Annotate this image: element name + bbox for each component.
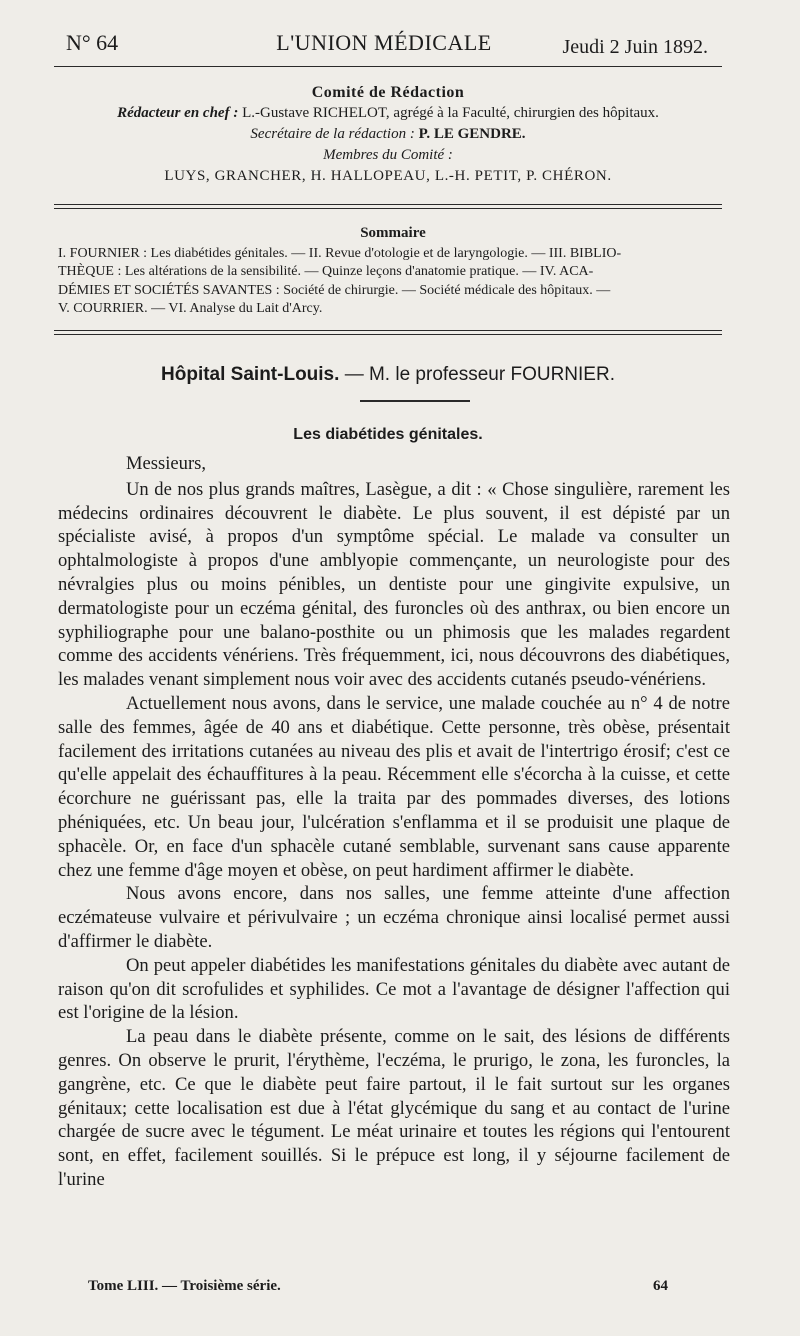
lecture-title: Les diabétides génitales. <box>293 426 483 443</box>
article-body <box>58 452 730 1192</box>
chief-editor-label: Rédacteur en chef : <box>117 105 239 121</box>
secretary-label: Secrétaire de la rédaction : <box>250 126 415 142</box>
article-heading <box>54 364 722 386</box>
summary-rule <box>54 330 722 335</box>
paragraph: On peut appeler diabétides les manifestations génitales du diabète avec autant de raison qu'on dit scrofulides et syphilides. Ce mot a l'avantage de désigner l'affection qui est l'origine de la lésion. <box>58 954 730 1024</box>
summary-title: Sommaire <box>360 225 426 241</box>
header-rule <box>54 66 722 67</box>
committee-rule <box>54 204 722 209</box>
committee-members: LUYS, GRANCHER, H. HALLOPEAU, L.-H. PETIT, P. CHÉRON. <box>164 168 612 184</box>
secretary: P. LE GENDRE. <box>418 126 526 142</box>
chief-editor: L.-Gustave RICHELOT, agrégé à la Faculté, chirurgien des hôpitaux. <box>242 105 659 121</box>
paragraph: La peau dans le diabète présente, comme on le sait, des lésions de différents genres. On observe le prurit, l'érythème, l'eczéma, le prurigo, le zona, les furoncles, la gangrène, etc. Ce que le diabète peut faire partout, il le fait surtout sur les organes génitaux; cette localisation est due à l'état glycémique du sang et au contact de l'urine chargée de sucre avec le tégument. Le méat urinaire et toutes les régions qui l'entourent sont, en effet, facilement souillés. Si le prépuce est long, il y séjourne facilement de l'urine <box>58 1026 730 1190</box>
members-label-line <box>54 145 722 166</box>
hospital-name: Hôpital Saint-Louis. <box>161 364 340 385</box>
summary <box>58 224 728 319</box>
summary-line: THÈQUE : Les altérations de la sensibilité. — Quinze leçons d'anatomie pratique. — IV. ACA- <box>58 264 594 279</box>
chief-editor-line <box>54 103 722 124</box>
secretary-line <box>54 124 722 145</box>
summary-line: DÉMIES ET SOCIÉTÉS SAVANTES : Société de chirurgie. — Société médicale des hôpitaux. — <box>58 282 611 298</box>
summary-line: I. FOURNIER : Les diabétides génitales. — II. Revue d'otologie et de laryngologie. — III. BIBLIO- <box>58 245 622 261</box>
page-header <box>60 26 708 62</box>
professor-name: M. le professeur FOURNIER. <box>368 364 615 385</box>
paragraph: Nous avons encore, dans nos salles, une femme atteinte d'une affection eczémateuse vulvaire et périvulvaire ; un eczéma chronique ainsi localisé permet aussi d'affirmer le diabète. <box>58 883 730 952</box>
summary-line: V. COURRIER. — VI. Analyse du Lait d'Arcy. <box>58 301 323 316</box>
issue-number: N° 64 <box>66 30 119 55</box>
members-label: Membres du Comité : <box>323 147 453 163</box>
heading-underline <box>360 400 470 402</box>
issue-date: Jeudi 2 Juin 1892. <box>562 36 708 58</box>
heading-dash: — <box>344 364 364 385</box>
tome-label: Tome LIII. — Troisième série. <box>88 1278 281 1294</box>
salutation: Messieurs, <box>126 453 207 474</box>
page-number: 64 <box>653 1278 668 1294</box>
editorial-committee <box>54 82 722 187</box>
journal-title: L'UNION MÉDICALE <box>276 30 492 55</box>
paragraph: Un de nos plus grands maîtres, Lasègue, a dit : « Chose singulière, rarement les médecins ordinaires découvrent le diabète. Le plus souvent, il est dépisté par un spécialiste avisé, à propos d'un symptôme spécial. Le malade va consulter un ophtalmologiste à propos d'une amblyopie commençante, un neurologiste pour des névralgies plus ou moins pénibles, un dentiste pour une gingivite expulsive, un dermatologiste pour un eczéma génital, des furoncles où des anthrax, ou bien encore un syphiliographe pour une balano-posthite ou un phimosis que les malades regardent comme des accidents vénériens. Très fréquemment, ici, nous découvrons des diabétiques, les malades venant simplement nous voir avec des accidents cutanés pseudo-vénériens. <box>58 478 730 691</box>
committee-title: Comité de Rédaction <box>311 84 465 101</box>
paragraph: Actuellement nous avons, dans le service, une malade couchée au n° 4 de notre salle des femmes, âgée de 40 ans et diabétique. Cette personne, très obèse, présentait facilement des irritations cutanées au niveau des plis et avait de l'intertrigo érosif; c'est ce qu'elle appelait des échauffitures à la peau. Récemment elle s'écorcha à la cuisse, et cette écorchure ne guérissant pas, elle la traita par des pommades diverses, des lotions phéniquées, etc. Un beau jour, l'ulcération s'enflamma et il se produisit une plaque de sphacèle. Or, en face d'un sphacèle cutané semblable, survenant sans cause apparente chez une femme d'âge moyen et obèse, on peut hardiment affirmer le diabète. <box>58 692 730 881</box>
